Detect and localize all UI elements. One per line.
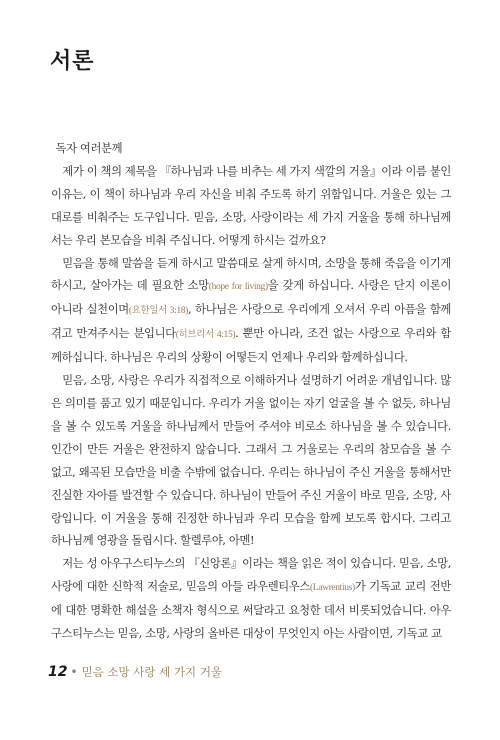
paragraph-2-text: 을 갖게 하십니다. 사랑은 단지 이론이 아니라 실천이며 — [51, 279, 452, 317]
paragraph-3: 믿음, 소망, 사랑은 우리가 직접적으로 이해하거나 설명하기 어려운 개념입니다. 많은 의미를 품고 있기 때문입니다. 우리가 거울 없이는 자기 얼굴을 볼 수 없듯, 하나님을 볼 수 있도록 거울을 하나님께서 만들어 주셔야 비로소 하나님을 볼 수 있습니다. 인간이 만든 거울은 완전하지 않습니다. 그래서 그 거울로는 우리의 참모습을 볼 수 없고, 왜곡된 모습만을 비출 수밖에 없습니다. 우리는 하나님이 주신 거울을 통해서만 진실한 자아를 발견할 수 있습니다. 하나님이 만들어 주신 거울이 바로 믿음, 소망, 사랑입니다. 이 거울을 통해 진정한 하나님과 우리 모습을 함께 보도록 합시다. 그리고 하나님께 영광을 돌립시다. 할렐루야, 아멘! — [51, 374, 451, 548]
reference-hebrews: (히브리서 4:15) — [175, 330, 236, 341]
reference-lawrentius: (Lawrentius) — [309, 583, 355, 594]
body-text — [51, 138, 451, 646]
chapter-heading: 서론 — [50, 49, 95, 74]
paragraph-4-text: 가 기독교 교리 전반에 대한 명확한 해설을 소책자 형식으로 써달라고 요청한 데서 비롯되었습니다. 아우구스티누스는 믿음, 소망, 사랑의 올바른 대상이 무엇인지 아는 사람이면, 기독교 교 — [51, 580, 451, 641]
paragraph-2-text: , 하나님은 사랑으로 우리에게 오셔서 우리 아픔을 함께 겪고 만져주시는 분입니다 — [51, 303, 451, 341]
reference-1john: (요한일서 3:18) — [128, 306, 188, 317]
page-footer — [48, 664, 222, 680]
paragraph-2-text: . 뿐만 아니라, 조건 없는 사랑으로 우리와 함께하십니다. 하나님은 우리의 상황이 어떻든지 언제나 우리와 함께하십니다. — [51, 327, 451, 365]
bullet-icon: • — [70, 665, 78, 679]
paragraph-4 — [51, 553, 451, 646]
salutation: 독자 여러분께 — [55, 142, 123, 155]
paragraph-4-text: 저는 성 아우구스티누스의 『신앙론』이라는 책을 읽은 적이 있습니다. 믿음, 소망, 사랑에 대한 신학적 저술로, 믿음의 아들 라우렌티우스 — [51, 557, 451, 594]
paragraph-2 — [51, 253, 451, 371]
book-title: 믿음 소망 사랑 세 가지 거울 — [81, 665, 223, 679]
paragraph-2-text: 믿음을 통해 말씀을 듣게 하시고 말씀대로 살게 하시며, 소망을 통해 죽음을 이기게 하시고, 살아가는 데 필요한 소망 — [51, 256, 451, 293]
reference-hope: (hope for living) — [208, 282, 268, 293]
page-number: 12 — [48, 664, 68, 680]
paragraph-1: 제가 이 책의 제목을 『하나님과 나를 비추는 세 가지 색깔의 거울』이라 이름 붙인 이유는, 이 책이 하나님과 우리 자신을 비춰 주도록 하기 위함입니다. 거울은 있는 그대로를 비춰주는 도구입니다. 믿음, 소망, 사랑이라는 세 가지 거울을 통해 하나님께서는 우리 본모습을 비춰 주십니다. 어떻게 하시는 걸까요? — [51, 164, 451, 247]
